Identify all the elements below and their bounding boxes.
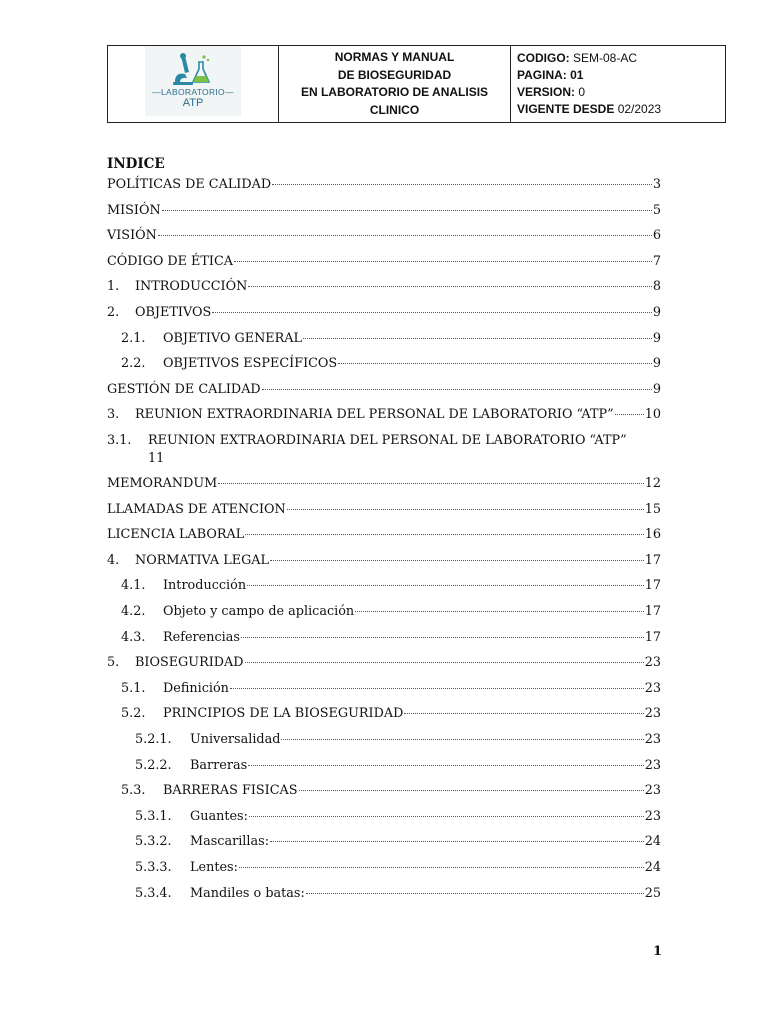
toc-entry-label: REUNION EXTRAORDINARIA DEL PERSONAL DE LABORATORIO “ATP” — [135, 407, 614, 423]
toc-entry-page: 9 — [652, 305, 661, 320]
toc-entry-page: 10 — [644, 407, 661, 423]
toc-entry-number: 3.1. — [107, 433, 132, 448]
toc-dot-leader — [404, 713, 643, 714]
toc-entry-number: 5.1. — [121, 680, 146, 696]
toc-entry-label: MEMORANDUM — [107, 476, 218, 491]
toc-entry-page: 3 — [652, 177, 661, 192]
toc-entry-label: Mascarillas: — [190, 834, 269, 850]
toc-dot-leader — [281, 739, 643, 740]
toc-entry[interactable] — [107, 326, 661, 352]
toc-entry-number: 2.2. — [121, 356, 146, 372]
title-line: CLINICO — [369, 102, 420, 117]
toc-entry-number: 4.2. — [121, 604, 146, 619]
toc-entry-label: Lentes: — [190, 860, 238, 875]
toc-dot-leader — [245, 534, 643, 535]
toc-dot-leader — [245, 662, 644, 663]
toc-dot-leader — [303, 338, 652, 339]
toc-entry[interactable] — [107, 650, 661, 676]
toc-dot-leader — [306, 893, 644, 894]
toc-dot-leader — [287, 509, 644, 510]
toc-entry-label: Universalidad — [190, 732, 281, 747]
toc-entry-page: 12 — [644, 476, 661, 491]
toc-dot-leader — [158, 235, 652, 236]
toc-entry-label: Definición — [163, 680, 229, 696]
toc-dot-leader — [272, 184, 652, 185]
toc-entry-number: 1. — [107, 279, 120, 295]
toc-entry-page: 23 — [644, 655, 661, 671]
toc-dot-leader — [249, 816, 644, 817]
toc-entry-label: Objeto y campo de aplicación — [163, 604, 355, 619]
toc-entry-number: 4. — [107, 552, 120, 568]
toc-dot-leader — [247, 585, 644, 586]
logo-cell — [108, 46, 279, 122]
toc-entry-label: MISIÓN — [107, 202, 161, 218]
toc-entry[interactable] — [107, 548, 661, 574]
toc-entry-label: LICENCIA LABORAL — [107, 527, 245, 543]
title-line: NORMAS Y MANUAL — [334, 50, 455, 64]
toc-entry-page: 7 — [652, 253, 661, 269]
toc-entry-page: 17 — [644, 604, 661, 619]
toc-entry-label: LLAMADAS DE ATENCION — [107, 501, 286, 517]
toc-entry[interactable] — [107, 497, 661, 523]
toc-entry-number: 2. — [107, 305, 120, 320]
toc-entry[interactable] — [107, 300, 661, 326]
toc-entry[interactable] — [107, 428, 661, 468]
meta-vigente: VIGENTE DESDE 02/2023 — [517, 102, 662, 116]
toc-dot-leader — [299, 790, 644, 791]
toc-entry-page: 24 — [644, 860, 661, 875]
microscope-flask-icon — [171, 52, 215, 88]
toc-entry-number: 4.3. — [121, 629, 146, 645]
toc-entry-page: 15 — [644, 501, 661, 517]
toc-dot-leader — [230, 688, 644, 689]
toc-entry[interactable] — [107, 402, 661, 428]
toc-entry-page: 6 — [652, 228, 661, 244]
toc-entry[interactable] — [107, 274, 661, 300]
toc-entry[interactable] — [107, 249, 661, 275]
toc-entry[interactable] — [107, 223, 661, 249]
toc-dot-leader — [248, 765, 644, 766]
toc-entry-page: 23 — [644, 706, 661, 722]
meta-version: VERSION: 0 — [517, 85, 586, 99]
toc-entry-page: 17 — [644, 629, 661, 645]
toc-entry-number: 5.3. — [121, 783, 146, 799]
toc-entry-page: 9 — [652, 356, 661, 372]
toc-entry[interactable] — [107, 778, 661, 804]
logo-line-laboratorio: —LABORATORIO— — [152, 87, 234, 97]
toc-entry-number: 5.3.2. — [135, 834, 172, 850]
toc-dot-leader — [270, 560, 644, 561]
toc-dot-leader — [234, 261, 652, 262]
toc-dot-leader — [248, 286, 652, 287]
toc-dot-leader — [218, 483, 643, 484]
toc-entry-page: 23 — [644, 680, 661, 696]
toc-entry[interactable] — [107, 172, 661, 198]
toc-entry[interactable] — [107, 522, 661, 548]
logo-line-atp: ATP — [182, 97, 204, 109]
toc-dot-leader — [338, 363, 652, 364]
toc-entry-page: 17 — [644, 552, 661, 568]
meta-pagina: PAGINA: 01 — [517, 68, 584, 82]
toc-entry-page: 8 — [652, 279, 661, 295]
toc-entry-number: 3. — [107, 407, 120, 423]
toc-entry-label: Introducción — [163, 578, 247, 594]
title-line: DE BIOSEGURIDAD — [337, 67, 452, 82]
toc-entry-number: 5.2. — [121, 706, 146, 722]
toc-entry-label: GESTIÓN DE CALIDAD — [107, 381, 261, 397]
toc-entry-label: INTRODUCCIÓN — [135, 279, 248, 295]
toc-entry-page: 23 — [644, 783, 661, 799]
toc-entry[interactable] — [107, 676, 661, 702]
toc-entry[interactable] — [107, 625, 661, 651]
title-line: EN LABORATORIO DE ANALISIS — [300, 85, 489, 99]
page-number: 1 — [653, 944, 663, 959]
toc-entry-page: 23 — [644, 808, 661, 824]
toc-entry[interactable] — [107, 804, 661, 830]
meta-codigo: CODIGO: SEM-08-AC — [517, 51, 638, 65]
toc-entry-label: CÓDIGO DE ÉTICA — [107, 253, 234, 269]
toc-entry[interactable] — [107, 573, 661, 599]
toc-entry-number: 5.2.1. — [135, 732, 172, 747]
toc-entry-number: 2.1. — [121, 330, 146, 346]
toc-entry-label: BIOSEGURIDAD — [135, 655, 244, 671]
toc-entry-number: 5.2.2. — [135, 757, 172, 773]
toc-dot-leader — [241, 637, 644, 638]
toc-entry-number: 5.3.4. — [135, 885, 172, 901]
toc-entry-page: 23 — [644, 732, 661, 747]
toc-entry-label: Guantes: — [190, 808, 248, 824]
toc-dot-leader — [615, 414, 644, 415]
document-meta — [511, 46, 725, 122]
toc-entry-label: OBJETIVOS ESPECÍFICOS — [163, 356, 338, 372]
toc-entry-page: 11 — [148, 451, 165, 466]
toc-dot-leader — [262, 389, 652, 390]
toc-entry-label: Mandiles o batas: — [190, 885, 305, 901]
toc-entry-page: 16 — [644, 527, 661, 543]
toc-entry-page: 24 — [644, 834, 661, 850]
toc-entry[interactable] — [107, 753, 661, 779]
toc-entry[interactable] — [107, 829, 661, 855]
toc-entry[interactable] — [107, 471, 661, 497]
toc-entry-page: 17 — [644, 578, 661, 594]
toc-dot-leader — [212, 312, 652, 313]
toc-entry[interactable] — [107, 377, 661, 403]
document-header — [107, 45, 726, 123]
toc-entry[interactable] — [107, 855, 661, 881]
toc-entry-label: BARRERAS FISICAS — [163, 783, 298, 799]
toc-entry-label: PRINCIPIOS DE LA BIOSEGURIDAD — [163, 706, 404, 722]
toc-entry-label: Referencias — [163, 629, 240, 645]
toc-entry-page: 5 — [652, 202, 661, 218]
toc-entry-page: 9 — [652, 330, 661, 346]
toc-entry-label: REUNION EXTRAORDINARIA DEL PERSONAL DE LABORATORIO “ATP” — [148, 433, 627, 448]
toc-entry-page: 25 — [644, 885, 661, 901]
toc-entry-label: OBJETIVO GENERAL — [163, 330, 303, 346]
toc-entry-label: OBJETIVOS — [135, 305, 212, 320]
laboratorio-atp-logo — [145, 46, 241, 116]
toc-dot-leader — [239, 867, 644, 868]
toc-entry-label: NORMATIVA LEGAL — [135, 552, 270, 568]
toc-entry[interactable] — [107, 198, 661, 224]
toc-entry[interactable] — [107, 701, 661, 727]
toc-entry-label: VISIÓN — [107, 228, 157, 244]
document-title — [279, 46, 511, 122]
toc-entry[interactable] — [107, 599, 661, 625]
toc-entry-number: 5.3.3. — [135, 860, 172, 875]
toc-dot-leader — [162, 210, 652, 211]
toc-entry-page: 9 — [652, 381, 661, 397]
toc-entry-label: POLÍTICAS DE CALIDAD — [107, 177, 272, 192]
toc-entry-label: Barreras — [190, 757, 248, 773]
toc-dot-leader — [355, 611, 644, 612]
toc-entry-number: 5. — [107, 655, 120, 671]
toc-entry-number: 4.1. — [121, 578, 146, 594]
toc-entry-page: 23 — [644, 757, 661, 773]
toc-entry-number: 5.3.1. — [135, 808, 172, 824]
index-title: INDICE — [107, 156, 165, 172]
toc-entry[interactable] — [107, 727, 661, 753]
toc-dot-leader — [270, 841, 644, 842]
toc-entry[interactable] — [107, 881, 661, 907]
toc-entry[interactable] — [107, 351, 661, 377]
